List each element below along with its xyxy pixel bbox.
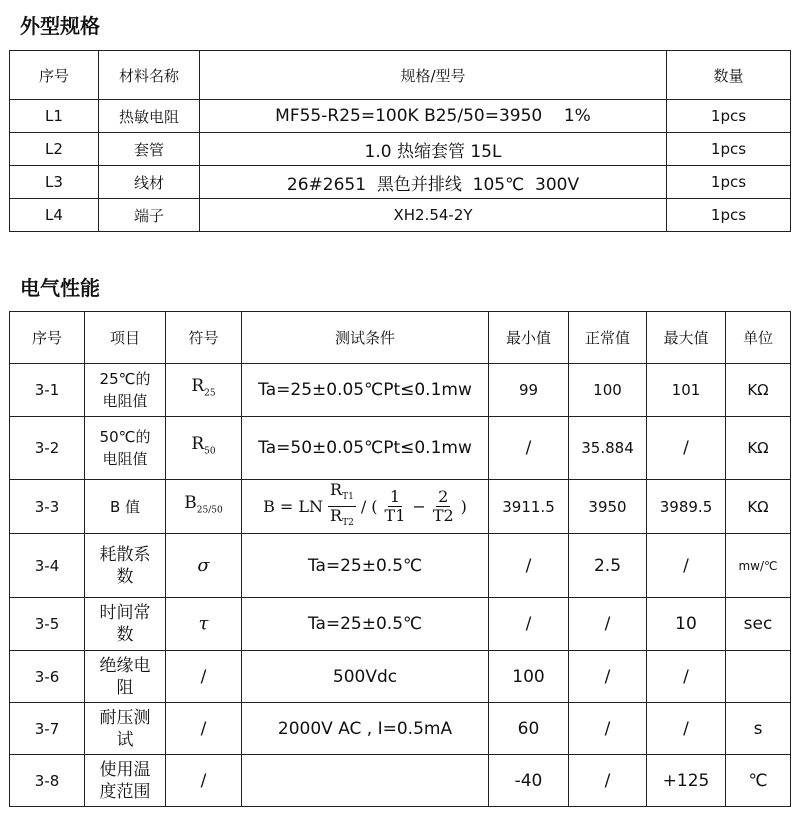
table-row xyxy=(10,703,791,755)
header-cell: 正常值 xyxy=(569,312,647,364)
row-symbol xyxy=(166,480,242,534)
table-row xyxy=(10,364,791,417)
item-line: 使用温 xyxy=(99,759,151,780)
formula-close: ) xyxy=(460,496,467,516)
row-min: 100 xyxy=(489,651,569,703)
row-typ: 3950 xyxy=(569,480,647,534)
row-max: / xyxy=(647,703,726,755)
header-cell: 单位 xyxy=(726,312,791,364)
header-cell: 测试条件 xyxy=(242,312,489,364)
row-name: 线材 xyxy=(99,166,200,199)
fraction-denominator: T2 xyxy=(432,506,454,525)
fraction-numerator xyxy=(328,481,356,507)
row-unit: s xyxy=(726,703,791,755)
header-cell: 项目 xyxy=(85,312,166,364)
header-cell: 序号 xyxy=(10,312,85,364)
item-line: 度范围 xyxy=(99,781,151,802)
fraction-numerator: 1 xyxy=(389,487,401,506)
row-min: / xyxy=(489,417,569,480)
row-max: / xyxy=(647,534,726,598)
row-min: / xyxy=(489,598,569,651)
row-spec: 26#2651 黑色并排线 105℃ 300V xyxy=(200,166,667,199)
row-item xyxy=(85,651,166,703)
row-symbol: / xyxy=(166,703,242,755)
item-line: 耐压测 xyxy=(99,707,151,728)
row-item xyxy=(85,755,166,807)
row-condition: Ta=25±0.5℃ xyxy=(242,598,489,651)
row-symbol xyxy=(166,417,242,480)
row-item xyxy=(85,364,166,417)
row-typ: / xyxy=(569,703,647,755)
formula-separator: / ( xyxy=(360,496,378,516)
row-name: 套管 xyxy=(99,133,200,166)
row-item xyxy=(85,417,166,480)
table-row xyxy=(10,651,791,703)
row-min: 60 xyxy=(489,703,569,755)
table-row xyxy=(10,100,791,133)
row-min: 3911.5 xyxy=(489,480,569,534)
table-row xyxy=(10,598,791,651)
item-line: 50℃的 xyxy=(99,428,151,446)
row-symbol: / xyxy=(166,651,242,703)
row-no: 3-2 xyxy=(10,417,85,480)
row-qty: 1pcs xyxy=(667,199,791,232)
row-max: 10 xyxy=(647,598,726,651)
item-line: 电阻值 xyxy=(102,450,148,468)
symbol-subscript: 25/50 xyxy=(196,505,223,516)
fraction-subscript: T2 xyxy=(342,518,354,529)
b-value-formula xyxy=(263,481,467,532)
row-item xyxy=(85,703,166,755)
item-line: 耗散系 xyxy=(99,544,151,565)
row-max: +125 xyxy=(647,755,726,807)
header-cell: 最大值 xyxy=(647,312,726,364)
row-symbol: σ xyxy=(166,534,242,598)
table-header-row xyxy=(10,312,791,364)
header-cell: 序号 xyxy=(10,51,99,100)
row-unit: KΩ xyxy=(726,417,791,480)
header-cell: 最小值 xyxy=(489,312,569,364)
row-no: 3-4 xyxy=(10,534,85,598)
row-typ: 35.884 xyxy=(569,417,647,480)
row-no: 3-7 xyxy=(10,703,85,755)
formula-lhs: B = LN xyxy=(263,496,324,516)
row-no: L2 xyxy=(10,133,99,166)
row-typ: / xyxy=(569,598,647,651)
row-no: 3-5 xyxy=(10,598,85,651)
table-row xyxy=(10,480,791,534)
row-condition xyxy=(242,480,489,534)
symbol-subscript: 25 xyxy=(204,388,216,399)
section-title-appearance: 外型规格 xyxy=(20,14,100,38)
row-no: 3-8 xyxy=(10,755,85,807)
formula-fraction xyxy=(431,488,456,525)
table-header-row xyxy=(10,51,791,100)
item-line: 数 xyxy=(116,566,134,587)
row-symbol: τ xyxy=(166,598,242,651)
header-cell: 材料名称 xyxy=(99,51,200,100)
row-unit: ℃ xyxy=(726,755,791,807)
row-condition: 500Vdc xyxy=(242,651,489,703)
row-unit: KΩ xyxy=(726,364,791,417)
header-cell: 规格/型号 xyxy=(200,51,667,100)
table-row xyxy=(10,133,791,166)
row-max: 3989.5 xyxy=(647,480,726,534)
row-min: 99 xyxy=(489,364,569,417)
table-row xyxy=(10,166,791,199)
item-line: 25℃的 xyxy=(99,370,151,388)
row-max: / xyxy=(647,651,726,703)
fraction-symbol: R xyxy=(330,479,343,499)
row-min: -40 xyxy=(489,755,569,807)
row-spec: MF55-R25=100K B25/50=3950 1% xyxy=(200,100,667,133)
row-qty: 1pcs xyxy=(667,133,791,166)
row-no: L1 xyxy=(10,100,99,133)
row-typ: 2.5 xyxy=(569,534,647,598)
row-symbol: / xyxy=(166,755,242,807)
row-condition: Ta=25±0.5℃ xyxy=(242,534,489,598)
fraction-denominator: T1 xyxy=(384,506,406,525)
row-name: 热敏电阻 xyxy=(99,100,200,133)
symbol-letter: R xyxy=(191,434,205,455)
row-max: / xyxy=(647,417,726,480)
row-qty: 1pcs xyxy=(667,100,791,133)
row-symbol xyxy=(166,364,242,417)
row-condition: Ta=25±0.05℃Pt≤0.1mw xyxy=(242,364,489,417)
row-max: 101 xyxy=(647,364,726,417)
electrical-table xyxy=(9,311,791,807)
row-qty: 1pcs xyxy=(667,166,791,199)
symbol-subscript: 50 xyxy=(204,446,216,457)
table-row xyxy=(10,199,791,232)
fraction-symbol: R xyxy=(330,506,343,525)
item-line: 电阻值 xyxy=(102,392,148,410)
spec-table xyxy=(9,50,791,232)
row-typ: / xyxy=(569,651,647,703)
row-no: 3-1 xyxy=(10,364,85,417)
item-line: 阻 xyxy=(116,677,134,698)
row-item: B 值 xyxy=(85,480,166,534)
row-spec: XH2.54-2Y xyxy=(200,199,667,232)
row-condition: Ta=50±0.05℃Pt≤0.1mw xyxy=(242,417,489,480)
symbol-letter: B xyxy=(184,492,197,513)
formula-minus: − xyxy=(412,496,426,516)
row-no: L4 xyxy=(10,199,99,232)
table-row xyxy=(10,417,791,480)
row-no: 3-6 xyxy=(10,651,85,703)
row-unit: KΩ xyxy=(726,480,791,534)
row-no: 3-3 xyxy=(10,480,85,534)
header-cell: 符号 xyxy=(166,312,242,364)
row-unit: sec xyxy=(726,598,791,651)
item-line: 数 xyxy=(116,625,134,645)
fraction-numerator: 2 xyxy=(438,487,449,506)
section-title-electrical: 电气性能 xyxy=(20,276,100,300)
formula-fraction xyxy=(383,488,408,525)
header-cell: 数量 xyxy=(667,51,791,100)
row-spec: 1.0 热缩套管 15L xyxy=(200,133,667,166)
row-item xyxy=(85,534,166,598)
fraction-subscript: T1 xyxy=(342,492,354,502)
row-typ: / xyxy=(569,755,647,807)
fraction-denominator xyxy=(328,507,356,532)
table-row xyxy=(10,534,791,598)
symbol-letter: R xyxy=(191,376,205,397)
table-row xyxy=(10,755,791,807)
row-unit xyxy=(726,651,791,703)
row-condition: 2000V AC , I=0.5mA xyxy=(242,703,489,755)
formula-fraction xyxy=(328,481,356,532)
item-line: 试 xyxy=(116,729,134,750)
row-name: 端子 xyxy=(99,199,200,232)
item-line: 时间常 xyxy=(99,603,151,623)
row-condition xyxy=(242,755,489,807)
row-typ: 100 xyxy=(569,364,647,417)
row-item xyxy=(85,598,166,651)
row-min: / xyxy=(489,534,569,598)
row-no: L3 xyxy=(10,166,99,199)
item-line: 绝缘电 xyxy=(99,655,151,676)
row-unit: mw/℃ xyxy=(726,534,791,598)
